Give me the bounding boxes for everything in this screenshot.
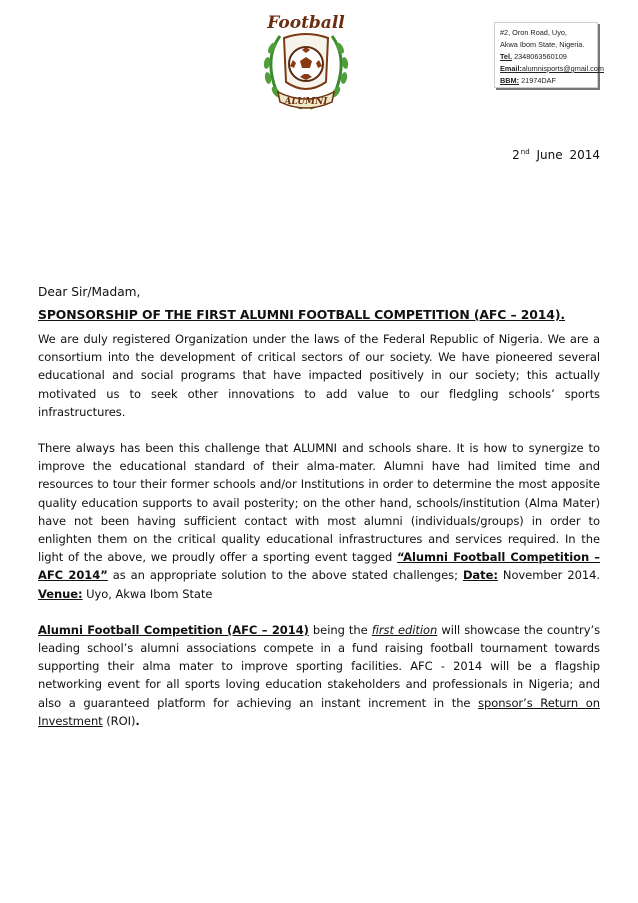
logo-ribbon-word: ALUMNI [284, 97, 328, 107]
email-line [500, 63, 604, 75]
letter-body [38, 330, 611, 748]
event-venue: Uyo, Akwa Ibom State [82, 586, 213, 601]
paragraph-challenge [38, 439, 611, 603]
letter-date [512, 148, 600, 162]
para2-after-event: as an appropriate solution to the above stated challenges; [107, 568, 463, 583]
date-label: Date: [462, 568, 498, 583]
para3-text-3: (ROI) [102, 713, 136, 728]
competition-title: Alumni Football Competition (AFC – 2014) [38, 622, 309, 637]
salutation: Dear Sir/Madam, [38, 285, 141, 299]
para3-end: . [135, 713, 140, 728]
para2-text: There always has been this challenge that ALUMNI and schools share. It is how to synergize to improve the educational standard of their alma-mater. Alumni have had limited time and resources to tour their former schools and/or Institutions in order to determine the most apposite quality education supports to avail posterity; on the other hand, schools/institution (Alma Mater) have not been having sufficient contact with most alumni (individuals/groups) in order to enlighten them on the critical quality educational infrastructures and services required. In the light of the above, we proudly offer a sporting event tagged [38, 441, 600, 565]
paragraph-introduction: We are duly registered Organization under the laws of the Federal Republic of Nigeria. We are a consortium into the development of critical sectors of our society. We have pioneered several educational and social programs that have impacted positively in our society; this actually motivated us to seek other innovations to add value to our fledgling schools’ sports infrastructures. [38, 332, 600, 419]
first-edition-text: first edition [371, 622, 438, 637]
email-label: Email: [500, 64, 522, 73]
football-icon [289, 47, 323, 81]
telephone-line [500, 51, 597, 63]
bbm-line [500, 75, 597, 87]
date-suffix: nd [520, 148, 530, 156]
tel-label: Tel. [500, 52, 513, 61]
email-value[interactable]: alumnisports@gmail.com [521, 64, 604, 73]
date-rest: June 2014 [536, 148, 600, 162]
contact-box [494, 22, 604, 88]
date-day: 2 [512, 148, 520, 162]
bbm-label: BBM: [500, 76, 520, 85]
venue-label: Venue: [38, 586, 83, 601]
address-line-1: #2, Oron Road, Uyo, [500, 28, 567, 37]
letter-subject: SPONSORSHIP OF THE FIRST ALUMNI FOOTBALL COMPETITION (AFC – 2014). [38, 307, 566, 322]
football-alumni-logo [250, 8, 362, 120]
para3-text-1: being the [308, 622, 372, 637]
paragraph-showcase [38, 621, 600, 730]
event-name: “Alumni Football Competition – AFC 2014” [38, 550, 600, 583]
tel-value: 2348063560109 [514, 52, 567, 61]
bbm-value: 21974DAF [521, 76, 556, 85]
roi-text: sponsor’s Return on Investment [38, 695, 600, 728]
event-date: November 2014. [497, 568, 611, 583]
para3-text-2: will showcase the country’s leading school’s alumni associations compete in a fund raising football tournament towards supporting their alma mater to improve sporting facilities. AFC - 2014 will be a flagship networking event for all sports loving education stakeholders and professionals in Nigeria; and also a guaranteed platform for achieving an instant increment in the [38, 622, 601, 710]
address-line-2: Akwa Ibom State, Nigeria. [500, 40, 585, 49]
logo-top-word: Football [267, 13, 345, 33]
